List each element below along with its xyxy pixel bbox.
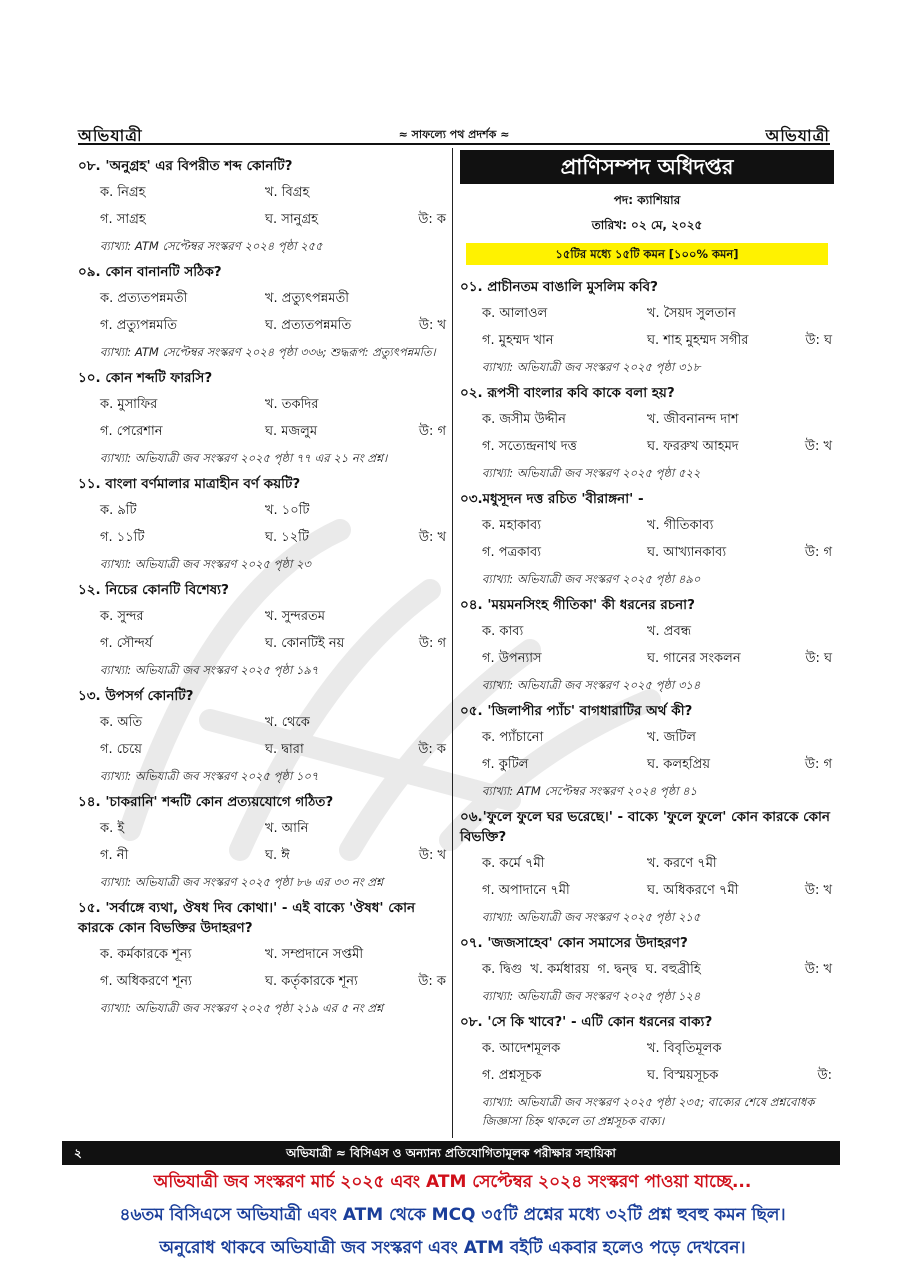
option-d: ঘ. সানুগ্রহ (265, 212, 318, 227)
explanation: ব্যাখ্যা: অভিযাত্রী জব সংস্করণ ২০২৫ পৃষ্ঠা ১০৭ (100, 769, 319, 783)
options-row (460, 755, 834, 775)
answer-label: উ: ঘ (805, 651, 832, 666)
answer-label: উ: গ (418, 636, 446, 651)
option-c: গ. প্রশ্নসূচক (482, 1068, 542, 1083)
option-a: ক. ৯টি (100, 503, 137, 518)
question-block (78, 474, 448, 574)
answer-label: উ: (817, 1068, 832, 1083)
answer-label: উ: ক (418, 212, 446, 227)
explanation: ব্যাখ্যা: অভিযাত্রী জব সংস্করণ ২০২৫ পৃষ্ঠা ১২৪ (482, 989, 701, 1003)
question-text: ০২. রূপসী বাংলার কবি কাকে বলা হয়? (460, 385, 675, 401)
option-b: খ. ১০টি (265, 503, 310, 518)
explanation: ব্যাখ্যা: অভিযাত্রী জব সংস্করণ ২০২৫ পৃষ্ঠা ৪৯০ (482, 572, 701, 586)
option-a: ক. মুসাফির (100, 397, 158, 412)
question-text: ১০. কোন শব্দটি ফারসি? (78, 370, 213, 386)
option-c: গ. ১১টি (100, 530, 145, 545)
question-block (78, 898, 448, 1018)
question-block (460, 595, 834, 695)
answer-label: উ: খ (418, 530, 446, 545)
explanation: ব্যাখ্যা: অভিযাত্রী জব সংস্করণ ২০২৫ পৃষ্ঠা ২১৫ (482, 910, 701, 924)
answer-label: উ: গ (804, 545, 832, 560)
options-row (78, 713, 448, 733)
options-row (460, 410, 834, 430)
answer-label: উ: খ (418, 318, 446, 333)
question-block (78, 368, 448, 468)
question-text: ০৭. 'জজসাহেব' কোন সমাসের উদাহরণ? (460, 935, 688, 951)
option-c: গ. কুটিল (482, 757, 529, 772)
option-d: ঘ. কর্তৃকারকে শূন্য (265, 974, 358, 989)
answer-label: উ: খ (804, 962, 832, 977)
column-divider (452, 148, 453, 1138)
option-b: খ. জীবনানন্দ দাশ (647, 412, 739, 427)
options-row (78, 289, 448, 309)
option-b: খ. প্রবন্ধ (647, 624, 692, 639)
option-b: খ. কর্মধারয় (530, 962, 590, 977)
option-a: ক. আদেশমূলক (482, 1041, 561, 1056)
question-block (460, 1012, 834, 1131)
options-row (460, 854, 834, 874)
question-text: ০১. প্রাচীনতম বাঙালি মুসলিম কবি? (460, 279, 658, 295)
option-c: গ. উপন্যাস (482, 651, 542, 666)
question-text: ০৮. 'অনুগ্রহ' এর বিপরীত শব্দ কোনটি? (78, 158, 293, 174)
right-column (460, 150, 834, 1131)
options-row (460, 881, 834, 901)
post-line: পদ: ক্যাশিয়ার (613, 193, 681, 207)
option-d: ঘ. বিস্ময়সূচক (647, 1068, 719, 1083)
options-row (460, 331, 834, 351)
options-row (78, 210, 448, 230)
options-row (460, 960, 834, 980)
option-c: গ. সাগ্রহ (100, 212, 146, 227)
options-row (460, 437, 834, 457)
question-block (460, 701, 834, 801)
option-c: গ. নী (100, 848, 129, 863)
option-c: গ. চেয়ে (100, 742, 142, 757)
option-d: ঘ. বহুব্রীহি (645, 962, 701, 977)
promo-line-2: ৪৬তম বিসিএসে অভিযাত্রী এবং ATM থেকে MCQ ৩৫টি প্রশ্নের মধ্যে ৩২টি প্রশ্ন হুবহু কমন ছিল। (119, 1205, 786, 1225)
explanation: ব্যাখ্যা: অভিযাত্রী জব সংস্করণ ২০২৫ পৃষ্ঠা ৭৭ এর ২১ নং প্রশ্ন। (100, 451, 388, 465)
option-c: গ. মুহম্মদ খান (482, 333, 554, 348)
answer-label: উ: খ (804, 439, 832, 454)
option-a: ক. ই (100, 821, 125, 836)
question-block (460, 933, 834, 1006)
promo-line-3: অনুরোধ থাকবে অভিযাত্রী জব সংস্করণ এবং ATM বইটি একবার হলেও পড়ে দেখবেন। (159, 1238, 746, 1258)
explanation: ব্যাখ্যা: অভিযাত্রী জব সংস্করণ ২০২৫ পৃষ্ঠা ৩১৪ (482, 678, 701, 692)
options-row (78, 501, 448, 521)
option-d: ঘ. শাহ মুহম্মদ সগীর (647, 333, 749, 348)
option-d: ঘ. কলহপ্রিয় (647, 757, 710, 772)
options-row (460, 516, 834, 536)
option-a: ক. নিগ্রহ (100, 185, 146, 200)
option-a: ক. কাব্য (482, 624, 524, 639)
option-b: খ. জটিল (647, 730, 696, 745)
options-row (78, 316, 448, 336)
question-block (460, 277, 834, 377)
options-row (78, 740, 448, 760)
option-b: খ. প্রত্যুৎপন্নমতী (265, 291, 349, 306)
option-b: খ. করণে ৭মী (647, 856, 717, 871)
answer-label: উ: ক (418, 742, 446, 757)
option-c: গ. পেরেশান (100, 424, 163, 439)
option-b: খ. গীতিকাব্য (647, 518, 714, 533)
answer-label: উ: ঘ (805, 333, 832, 348)
question-text: ১৩. উপসর্গ কোনটি? (78, 688, 194, 704)
options-row (78, 972, 448, 992)
question-text: ০৮. 'সে কি খাবে?' - এটি কোন ধরনের বাক্য? (460, 1014, 713, 1030)
option-c: গ. অধিকরণে শূন্য (100, 974, 192, 989)
promo-line-1: অভিযাত্রী জব সংস্করণ মার্চ ২০২৫ এবং ATM সেপ্টেম্বর ২০২৪ সংস্করণ পাওয়া যাচ্ছে... (153, 1172, 752, 1192)
options-row (78, 528, 448, 548)
option-d: ঘ. ১২টি (265, 530, 309, 545)
option-d: ঘ. অধিকরণে ৭মী (647, 883, 739, 898)
department-title: প্রাণিসম্পদ অধিদপ্তর (460, 150, 834, 184)
option-a: ক. কর্মকারকে শূন্য (100, 947, 192, 962)
brand-left: অভিযাত্রী (78, 126, 143, 145)
question-text: ১৫. 'সর্বাঙ্গে ব্যথা, ঔষধ দিব কোথা।' - এই বাক্যে 'ঔষধ' কোন কারকে কোন বিভক্তির উদাহরণ? (78, 900, 416, 936)
answer-label: উ: খ (804, 883, 832, 898)
options-row (460, 649, 834, 669)
option-c: গ. সৌন্দর্য (100, 636, 153, 651)
option-a: ক. সুন্দর (100, 609, 144, 624)
option-b: খ. থেকে (265, 715, 310, 730)
options-row (78, 607, 448, 627)
explanation: ব্যাখ্যা: ATM সেপ্টেম্বর সংস্করণ ২০২৪ পৃষ্ঠা ২৫৫ (100, 239, 323, 253)
option-d: ঘ. দ্বারা (265, 742, 304, 757)
question-block (78, 792, 448, 892)
explanation: ব্যাখ্যা: অভিযাত্রী জব সংস্করণ ২০২৫ পৃষ্ঠা ৮৬ এর ৩৩ নং প্রশ্ন (100, 875, 384, 889)
answer-label: উ: গ (804, 757, 832, 772)
explanation: ব্যাখ্যা: অভিযাত্রী জব সংস্করণ ২০২৫ পৃষ্ঠা ৫২২ (482, 466, 701, 480)
answer-label: উ: গ (418, 424, 446, 439)
header-tagline: ≈ সাফল্যে পথ প্রদর্শক ≈ (398, 128, 510, 141)
answer-label: উ: ক (418, 974, 446, 989)
options-row (78, 819, 448, 839)
question-text: ১৪. 'চাকরানি' শব্দটি কোন প্রত্যয়যোগে গঠিত? (78, 794, 334, 810)
exam-date: তারিখ: ০২ মে, ২০২৫ (591, 218, 703, 232)
option-a: ক. প্রত্যতপন্নমতী (100, 291, 188, 306)
options-row (78, 422, 448, 442)
question-text: ০৪. 'ময়মনসিংহ গীতিকা' কী ধরনের রচনা? (460, 597, 695, 613)
option-a: ক. দ্বিগু (482, 962, 523, 977)
options-row (78, 945, 448, 965)
option-c: গ. অপাদানে ৭মী (482, 883, 570, 898)
option-d: ঘ. প্রত্যতপন্নমতি (265, 318, 352, 333)
options-row (460, 543, 834, 563)
answer-label: উ: খ (418, 848, 446, 863)
explanation: ব্যাখ্যা: অভিযাত্রী জব সংস্করণ ২০২৫ পৃষ্ঠা ৩১৮ (482, 360, 701, 374)
option-d: ঘ. ঈ (265, 848, 290, 863)
option-b: খ. সুন্দরতম (265, 609, 325, 624)
options-row (78, 846, 448, 866)
options-row (460, 1039, 834, 1059)
option-b: খ. সম্প্রদানে সপ্তমী (265, 947, 364, 962)
question-text: ১২. নিচের কোনটি বিশেষ্য? (78, 582, 229, 598)
page-header (78, 123, 830, 145)
option-d: ঘ. কোনটিই নয় (265, 636, 345, 651)
question-block (78, 262, 448, 362)
question-block (78, 686, 448, 786)
option-b: খ. সৈয়দ সুলতান (647, 306, 736, 321)
options-row (78, 634, 448, 654)
explanation: ব্যাখ্যা: অভিযাত্রী জব সংস্করণ ২০২৫ পৃষ্ঠা ১৯৭ (100, 663, 319, 677)
options-row (78, 395, 448, 415)
question-text: ০৫. 'জিলাপীর প্যাঁচ' বাগধারাটির অর্থ কী? (460, 703, 693, 719)
brand-right: অভিযাত্রী (765, 126, 830, 145)
option-b: খ. আনি (265, 821, 309, 836)
footer-bar (62, 1141, 840, 1165)
option-a: ক. আলাওল (482, 306, 548, 321)
question-block (460, 489, 834, 589)
question-block (460, 807, 834, 927)
options-row (460, 728, 834, 748)
option-a: ক. প্যাঁচানো (482, 730, 544, 745)
option-a: ক. জসীম উদ্দীন (482, 412, 566, 427)
options-row (460, 304, 834, 324)
option-a: ক. অতি (100, 715, 143, 730)
question-block (460, 383, 834, 483)
question-text: ০৬.'ফুলে ফুলে ঘর ভরেছে।' - বাক্যে 'ফুলে ফুলে' কোন কারকে কোন বিভক্তি? (460, 809, 830, 845)
option-b: খ. তকদির (265, 397, 319, 412)
option-b: খ. বিগ্রহ (265, 185, 310, 200)
options-row (460, 1066, 834, 1086)
page-number: ২ (74, 1146, 82, 1160)
common-badge: ১৫টির মধ্যে ১৫টি কমন [১০০% কমন] (466, 243, 828, 265)
option-a: ক. কর্মে ৭মী (482, 856, 545, 871)
option-a: ক. মহাকাব্য (482, 518, 542, 533)
explanation: ব্যাখ্যা: অভিযাত্রী জব সংস্করণ ২০২৫ পৃষ্ঠা ২৩ (100, 557, 311, 571)
explanation: ব্যাখ্যা: ATM সেপ্টেম্বর সংস্করণ ২০২৪ পৃষ্ঠা ৪১ (482, 784, 698, 798)
option-c: গ. প্রত্যুপন্নমতি (100, 318, 177, 333)
option-c: গ. দ্বন্দ্ব (597, 962, 638, 977)
question-block (78, 156, 448, 256)
explanation: ব্যাখ্যা: ATM সেপ্টেম্বর সংস্করণ ২০২৪ পৃষ্ঠা ৩৩৬; শুদ্ধরূপ: প্রত্যুৎপন্নমতি। (100, 345, 436, 359)
question-text: ০৯. কোন বানানটি সঠিক? (78, 264, 222, 280)
option-d: ঘ. মজলুম (265, 424, 318, 439)
option-b: খ. বিবৃতিমূলক (647, 1041, 722, 1056)
option-d: ঘ. ফররুখ আহমদ (647, 439, 739, 454)
left-column (78, 150, 448, 1018)
question-text: ১১. বাংলা বর্ণমালার মাত্রাহীন বর্ণ কয়টি? (78, 476, 301, 492)
option-c: গ. পত্রকাব্য (482, 545, 542, 560)
option-c: গ. সত্যেন্দ্রনাথ দত্ত (482, 439, 577, 454)
explanation: ব্যাখ্যা: অভিযাত্রী জব সংস্করণ ২০২৫ পৃষ্ঠা ২১৯ এর ৫ নং প্রশ্ন (100, 1001, 384, 1015)
footer-text: অভিযাত্রী ≈ বিসিএস ও অন্যান্য প্রতিযোগিতামূলক পরীক্ষার সহায়িকা (286, 1146, 616, 1160)
options-row (78, 183, 448, 203)
question-text: ০৩.মধুসূদন দত্ত রচিত 'বীরাঙ্গনা' - (460, 491, 644, 507)
option-d: ঘ. আখ্যানকাব্য (647, 545, 727, 560)
explanation: ব্যাখ্যা: অভিযাত্রী জব সংস্করণ ২০২৫ পৃষ্ঠা ২৩৫; বাক্যের শেষে প্রশ্নবোধক জিজ্ঞাসা চিহ্ন থাকলে তা প্রশ্নসূচক বাক্য। (482, 1095, 815, 1128)
option-d: ঘ. গানের সংকলন (647, 651, 741, 666)
options-row (460, 622, 834, 642)
question-block (78, 580, 448, 680)
